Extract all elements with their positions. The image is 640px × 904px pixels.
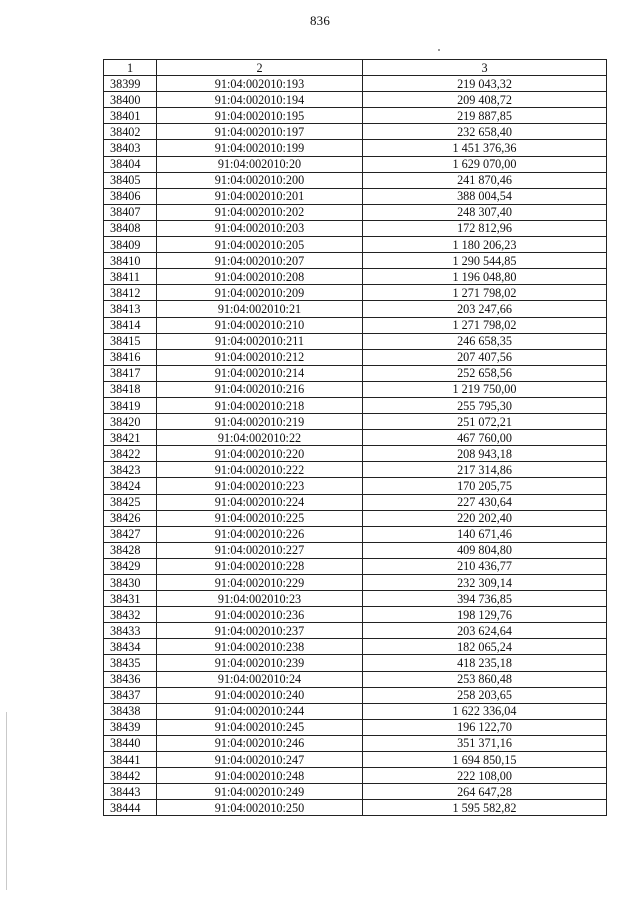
cadastral-number-cell: 91:04:002010:212 (157, 349, 363, 365)
value-cell: 219 043,32 (363, 76, 607, 92)
row-number-cell: 38402 (104, 124, 157, 140)
table-row (104, 478, 607, 494)
row-number-cell: 38406 (104, 188, 157, 204)
table-row (104, 542, 607, 558)
row-number-cell: 38410 (104, 253, 157, 269)
value-cell: 170 205,75 (363, 478, 607, 494)
row-number-cell: 38439 (104, 719, 157, 735)
row-number-cell: 38409 (104, 237, 157, 253)
row-number-cell: 38436 (104, 671, 157, 687)
cadastral-number-cell: 91:04:002010:249 (157, 784, 363, 800)
value-cell: 1 219 750,00 (363, 381, 607, 397)
column-header-3: 3 (363, 60, 607, 76)
cadastral-number-cell: 91:04:002010:23 (157, 591, 363, 607)
table-row (104, 446, 607, 462)
table-row (104, 526, 607, 542)
table-row (104, 188, 607, 204)
table-row (104, 92, 607, 108)
row-number-cell: 38408 (104, 220, 157, 236)
value-cell: 253 860,48 (363, 671, 607, 687)
cadastral-number-cell: 91:04:002010:240 (157, 687, 363, 703)
row-number-cell: 38411 (104, 269, 157, 285)
value-cell: 1 196 048,80 (363, 269, 607, 285)
table-row (104, 558, 607, 574)
cadastral-number-cell: 91:04:002010:200 (157, 172, 363, 188)
column-header-2: 2 (157, 60, 363, 76)
table-row (104, 607, 607, 623)
value-cell: 222 108,00 (363, 768, 607, 784)
value-cell: 140 671,46 (363, 526, 607, 542)
table-row (104, 623, 607, 639)
row-number-cell: 38412 (104, 285, 157, 301)
table-row (104, 655, 607, 671)
cadastral-number-cell: 91:04:002010:238 (157, 639, 363, 655)
row-number-cell: 38437 (104, 687, 157, 703)
value-cell: 388 004,54 (363, 188, 607, 204)
cadastral-number-cell: 91:04:002010:22 (157, 430, 363, 446)
cadastral-number-cell: 91:04:002010:211 (157, 333, 363, 349)
row-number-cell: 38443 (104, 784, 157, 800)
table-row (104, 253, 607, 269)
table-row (104, 494, 607, 510)
row-number-cell: 38401 (104, 108, 157, 124)
cadastral-number-cell: 91:04:002010:245 (157, 719, 363, 735)
value-cell: 246 658,35 (363, 333, 607, 349)
row-number-cell: 38435 (104, 655, 157, 671)
table-row (104, 687, 607, 703)
value-cell: 198 129,76 (363, 607, 607, 623)
cadastral-number-cell: 91:04:002010:194 (157, 92, 363, 108)
row-number-cell: 38407 (104, 204, 157, 220)
row-number-cell: 38441 (104, 752, 157, 768)
cadastral-number-cell: 91:04:002010:199 (157, 140, 363, 156)
row-number-cell: 38430 (104, 575, 157, 591)
value-cell: 1 629 070,00 (363, 156, 607, 172)
table-row (104, 639, 607, 655)
cadastral-number-cell: 91:04:002010:223 (157, 478, 363, 494)
cadastral-number-cell: 91:04:002010:214 (157, 365, 363, 381)
value-cell: 208 943,18 (363, 446, 607, 462)
row-number-cell: 38404 (104, 156, 157, 172)
value-cell: 203 247,66 (363, 301, 607, 317)
table-header-row (104, 60, 607, 76)
row-number-cell: 38438 (104, 703, 157, 719)
row-number-cell: 38400 (104, 92, 157, 108)
cadastral-number-cell: 91:04:002010:220 (157, 446, 363, 462)
table-row (104, 381, 607, 397)
value-cell: 258 203,65 (363, 687, 607, 703)
cadastral-number-cell: 91:04:002010:209 (157, 285, 363, 301)
table-row (104, 124, 607, 140)
value-cell: 1 622 336,04 (363, 703, 607, 719)
value-cell: 172 812,96 (363, 220, 607, 236)
cadastral-number-cell: 91:04:002010:24 (157, 671, 363, 687)
row-number-cell: 38417 (104, 365, 157, 381)
table-row (104, 430, 607, 446)
table-row (104, 285, 607, 301)
cadastral-number-cell: 91:04:002010:244 (157, 703, 363, 719)
table-row (104, 172, 607, 188)
page-number: 836 (309, 13, 331, 28)
row-number-cell: 38434 (104, 639, 157, 655)
table-row (104, 735, 607, 751)
table-row (104, 671, 607, 687)
row-number-cell: 38425 (104, 494, 157, 510)
table-row (104, 349, 607, 365)
table-row (104, 140, 607, 156)
value-cell: 1 290 544,85 (363, 253, 607, 269)
value-cell: 351 371,16 (363, 735, 607, 751)
value-cell: 232 658,40 (363, 124, 607, 140)
row-number-cell: 38399 (104, 76, 157, 92)
cadastral-number-cell: 91:04:002010:203 (157, 220, 363, 236)
value-cell: 210 436,77 (363, 558, 607, 574)
table-row (104, 156, 607, 172)
row-number-cell: 38413 (104, 301, 157, 317)
cadastral-number-cell: 91:04:002010:250 (157, 800, 363, 816)
cadastral-number-cell: 91:04:002010:246 (157, 735, 363, 751)
row-number-cell: 38429 (104, 558, 157, 574)
row-number-cell: 38423 (104, 462, 157, 478)
cadastral-number-cell: 91:04:002010:218 (157, 397, 363, 413)
row-number-cell: 38433 (104, 623, 157, 639)
value-cell: 1 271 798,02 (363, 285, 607, 301)
table-row (104, 719, 607, 735)
value-cell: 394 736,85 (363, 591, 607, 607)
row-number-cell: 38405 (104, 172, 157, 188)
table-row (104, 703, 607, 719)
value-cell: 1 595 582,82 (363, 800, 607, 816)
cadastral-number-cell: 91:04:002010:216 (157, 381, 363, 397)
cadastral-number-cell: 91:04:002010:193 (157, 76, 363, 92)
table-row (104, 204, 607, 220)
cadastral-number-cell: 91:04:002010:202 (157, 204, 363, 220)
value-cell: 467 760,00 (363, 430, 607, 446)
row-number-cell: 38426 (104, 510, 157, 526)
cadastral-number-cell: 91:04:002010:219 (157, 414, 363, 430)
row-number-cell: 38424 (104, 478, 157, 494)
value-cell: 252 658,56 (363, 365, 607, 381)
row-number-cell: 38432 (104, 607, 157, 623)
table-row (104, 76, 607, 92)
value-cell: 182 065,24 (363, 639, 607, 655)
value-cell: 1 180 206,23 (363, 237, 607, 253)
row-number-cell: 38440 (104, 735, 157, 751)
cadastral-number-cell: 91:04:002010:228 (157, 558, 363, 574)
value-cell: 255 795,30 (363, 397, 607, 413)
scan-margin-line (6, 712, 7, 890)
cadastral-number-cell: 91:04:002010:210 (157, 317, 363, 333)
cadastral-number-cell: 91:04:002010:208 (157, 269, 363, 285)
table-row (104, 575, 607, 591)
value-cell: 264 647,28 (363, 784, 607, 800)
value-cell: 418 235,18 (363, 655, 607, 671)
table-row (104, 397, 607, 413)
row-number-cell: 38421 (104, 430, 157, 446)
row-number-cell: 38444 (104, 800, 157, 816)
value-cell: 227 430,64 (363, 494, 607, 510)
value-cell: 409 804,80 (363, 542, 607, 558)
table-row (104, 269, 607, 285)
row-number-cell: 38427 (104, 526, 157, 542)
cadastral-number-cell: 91:04:002010:205 (157, 237, 363, 253)
cadastral-number-cell: 91:04:002010:20 (157, 156, 363, 172)
value-cell: 219 887,85 (363, 108, 607, 124)
value-cell: 241 870,46 (363, 172, 607, 188)
table-row (104, 784, 607, 800)
table-row (104, 768, 607, 784)
cadastral-number-cell: 91:04:002010:248 (157, 768, 363, 784)
table-row (104, 220, 607, 236)
row-number-cell: 38422 (104, 446, 157, 462)
value-cell: 251 072,21 (363, 414, 607, 430)
row-number-cell: 38416 (104, 349, 157, 365)
value-cell: 203 624,64 (363, 623, 607, 639)
table-row (104, 237, 607, 253)
value-cell: 232 309,14 (363, 575, 607, 591)
row-number-cell: 38420 (104, 414, 157, 430)
value-cell: 207 407,56 (363, 349, 607, 365)
row-number-cell: 38431 (104, 591, 157, 607)
cadastral-number-cell: 91:04:002010:21 (157, 301, 363, 317)
cadastral-number-cell: 91:04:002010:195 (157, 108, 363, 124)
cadastral-number-cell: 91:04:002010:207 (157, 253, 363, 269)
value-cell: 209 408,72 (363, 92, 607, 108)
row-number-cell: 38442 (104, 768, 157, 784)
row-number-cell: 38418 (104, 381, 157, 397)
table-row (104, 301, 607, 317)
table-row (104, 591, 607, 607)
table-row (104, 365, 607, 381)
table-row (104, 333, 607, 349)
row-number-cell: 38415 (104, 333, 157, 349)
cadastral-number-cell: 91:04:002010:225 (157, 510, 363, 526)
value-cell: 196 122,70 (363, 719, 607, 735)
table-row (104, 800, 607, 816)
cadastral-number-cell: 91:04:002010:239 (157, 655, 363, 671)
cadastral-number-cell: 91:04:002010:224 (157, 494, 363, 510)
row-number-cell: 38414 (104, 317, 157, 333)
value-cell: 217 314,86 (363, 462, 607, 478)
cadastral-number-cell: 91:04:002010:236 (157, 607, 363, 623)
cadastral-number-cell: 91:04:002010:229 (157, 575, 363, 591)
table-row (104, 462, 607, 478)
cadastral-number-cell: 91:04:002010:227 (157, 542, 363, 558)
cadastral-number-cell: 91:04:002010:237 (157, 623, 363, 639)
scan-speck (438, 49, 440, 51)
cadastral-number-cell: 91:04:002010:247 (157, 752, 363, 768)
table-row (104, 317, 607, 333)
value-cell: 248 307,40 (363, 204, 607, 220)
row-number-cell: 38419 (104, 397, 157, 413)
column-header-1: 1 (104, 60, 157, 76)
value-cell: 1 694 850,15 (363, 752, 607, 768)
value-cell: 1 271 798,02 (363, 317, 607, 333)
cadastral-number-cell: 91:04:002010:201 (157, 188, 363, 204)
cadastral-number-cell: 91:04:002010:226 (157, 526, 363, 542)
cadastral-number-cell: 91:04:002010:222 (157, 462, 363, 478)
table-row (104, 414, 607, 430)
row-number-cell: 38428 (104, 542, 157, 558)
table-row (104, 752, 607, 768)
cadastral-value-table (103, 59, 607, 816)
cadastral-number-cell: 91:04:002010:197 (157, 124, 363, 140)
value-cell: 1 451 376,36 (363, 140, 607, 156)
table-row (104, 108, 607, 124)
row-number-cell: 38403 (104, 140, 157, 156)
table-row (104, 510, 607, 526)
table-body (104, 60, 607, 816)
value-cell: 220 202,40 (363, 510, 607, 526)
